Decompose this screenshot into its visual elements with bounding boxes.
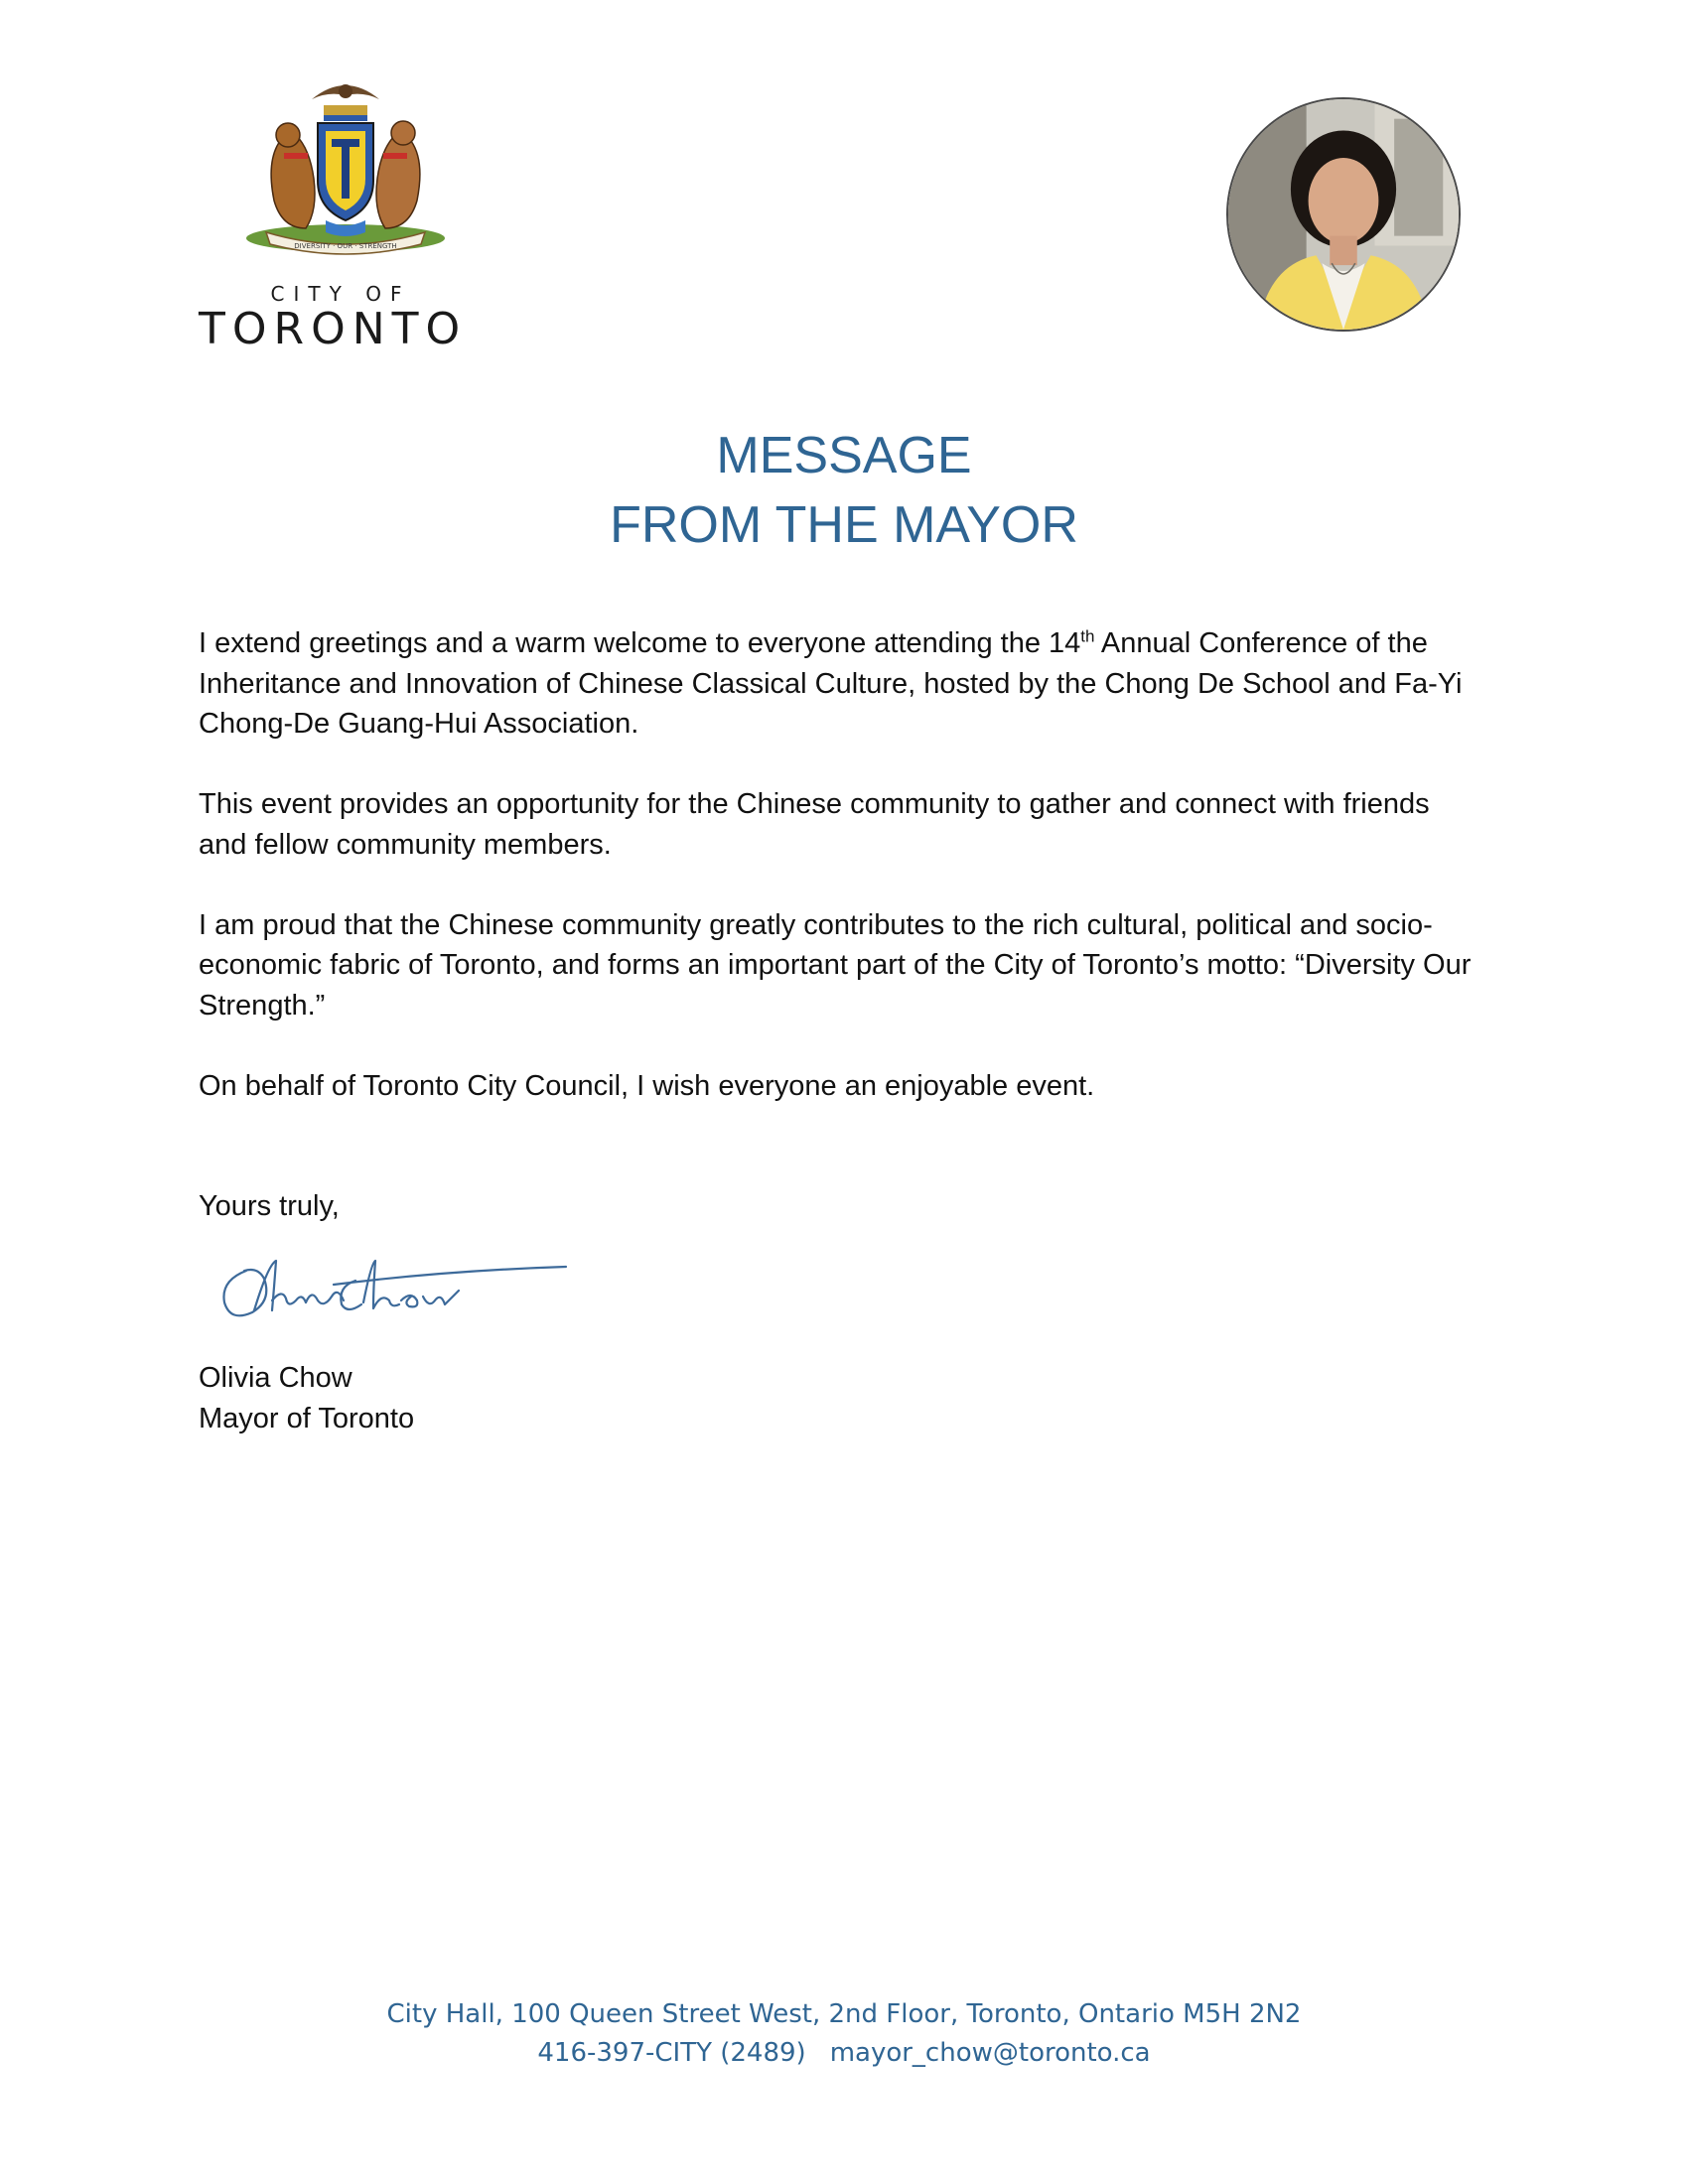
paragraph-3: I am proud that the Chinese community greatly contributes to the rich cultural, political and socio-economic fabric of Toronto, and forms an important part of the City of Toronto’s motto: “Diversity Our Strength.” xyxy=(199,908,1472,1022)
paragraph-2: This event provides an opportunity for the Chinese community to gather and connect with friends and fellow community members. xyxy=(199,788,1430,861)
mayor-portrait-photo xyxy=(1226,97,1461,332)
ordinal-suffix: th xyxy=(1080,626,1095,646)
closing-salutation: Yours truly, xyxy=(199,1190,340,1222)
signer-position: Mayor of Toronto xyxy=(199,1402,415,1434)
handwritten-signature xyxy=(207,1241,584,1330)
page-title xyxy=(0,421,1688,560)
title-line-2: FROM THE MAYOR xyxy=(610,496,1078,554)
title-line-1: MESSAGE xyxy=(716,427,972,484)
footer-contact-line xyxy=(0,2034,1688,2073)
footer-address: City Hall, 100 Queen Street West, 2nd Floor, Toronto, Ontario M5H 2N2 xyxy=(386,1999,1302,2029)
footer-phone: 416-397-CITY (2489) xyxy=(537,2038,806,2068)
city-of-label: CITY OF xyxy=(270,282,411,306)
city-name-wordmark: TORONTO xyxy=(199,304,468,354)
paragraph-4: On behalf of Toronto City Council, I wish everyone an enjoyable event. xyxy=(199,1069,1095,1102)
city-crest-logo xyxy=(197,62,504,354)
footer-contact xyxy=(0,1995,1688,2073)
paragraph-1-lead: I extend greetings and a warm welcome to everyone attending the 14 xyxy=(199,627,1081,659)
signer-block xyxy=(199,1358,414,1438)
crest-motto-text: DIVERSITY · OUR · STRENGTH xyxy=(294,242,397,250)
coat-of-arms-icon xyxy=(226,62,465,260)
paragraph-1-rest: Annual Conference of the Inheritance and Innovation of Chinese Classical Culture, hosted by the Chong De School and Fa-Yi Chong-De Guang-Hui Association. xyxy=(199,627,1463,740)
paragraph-1 xyxy=(199,623,1479,745)
letter-body xyxy=(199,623,1479,1147)
footer-email-link[interactable]: mayor_chow@toronto.ca xyxy=(829,2038,1151,2068)
signer-name: Olivia Chow xyxy=(199,1362,352,1394)
